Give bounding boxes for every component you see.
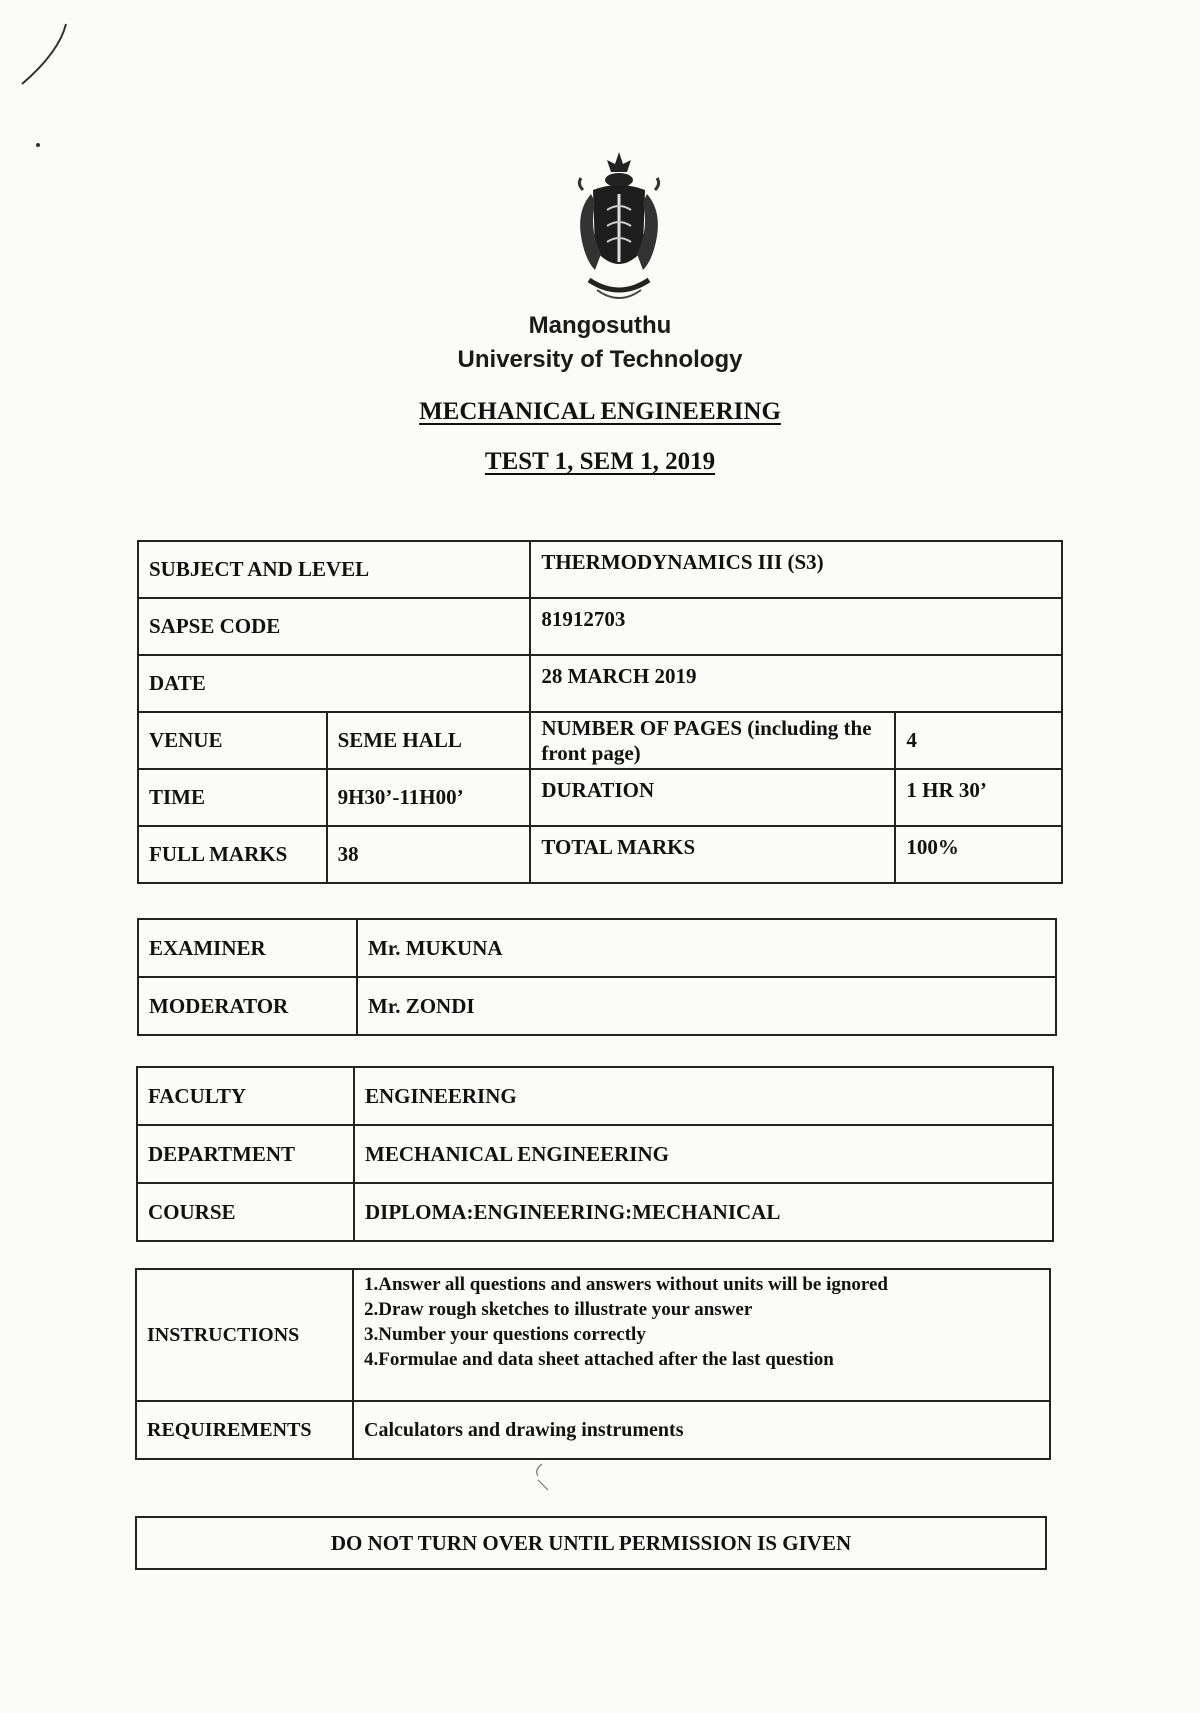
table-row [138, 598, 1062, 655]
table-row [137, 1067, 1053, 1125]
table-row [138, 826, 1062, 883]
department-label: DEPARTMENT [137, 1125, 354, 1183]
table-row [137, 1183, 1053, 1241]
sapse-code-label: SAPSE CODE [138, 598, 530, 655]
faculty-value: ENGINEERING [354, 1067, 1053, 1125]
instruction-item: 2.Draw rough sketches to illustrate your answer [364, 1299, 753, 1320]
course-value: DIPLOMA:ENGINEERING:MECHANICAL [354, 1183, 1053, 1241]
instruction-item: 4.Formulae and data sheet attached after the last question [364, 1349, 834, 1370]
instruction-item: 3.Number your questions correctly [364, 1324, 646, 1345]
pages-value: 4 [895, 712, 1062, 769]
instructions-table [135, 1268, 1051, 1460]
duration-label: DURATION [530, 769, 895, 826]
venue-label: VENUE [138, 712, 327, 769]
instruction-item: 1.Answer all questions and answers without units will be ignored [364, 1274, 889, 1295]
subject-value: THERMODYNAMICS III (S3) [530, 541, 1062, 598]
table-row [138, 919, 1056, 977]
instructions-list [353, 1269, 1050, 1401]
university-name-line1: Mangosuthu [528, 312, 672, 339]
table-row [136, 1269, 1050, 1401]
scan-dot [36, 143, 40, 147]
requirements-label: REQUIREMENTS [136, 1401, 353, 1459]
university-crest-logo [571, 150, 667, 310]
full-marks-label: FULL MARKS [138, 826, 327, 883]
sapse-code-value: 81912703 [530, 598, 1062, 655]
time-value: 9H30’-11H00’ [327, 769, 531, 826]
faculty-table [136, 1066, 1054, 1242]
pages-label: NUMBER OF PAGES (including the front page) [530, 712, 895, 769]
duration-value: 1 HR 30’ [895, 769, 1062, 826]
instructions-label: INSTRUCTIONS [136, 1269, 353, 1401]
table-row [137, 1125, 1053, 1183]
table-row [138, 541, 1062, 598]
examiner-label: EXAMINER [138, 919, 357, 977]
faculty-label: FACULTY [137, 1067, 354, 1125]
moderator-value: Mr. ZONDI [357, 977, 1056, 1035]
table-row [136, 1401, 1050, 1459]
subject-label: SUBJECT AND LEVEL [138, 541, 530, 598]
pen-mark [14, 20, 74, 90]
examiner-value: Mr. MUKUNA [357, 919, 1056, 977]
table-row [138, 977, 1056, 1035]
full-marks-value: 38 [327, 826, 531, 883]
staff-table [137, 918, 1057, 1036]
exam-details-table [137, 540, 1063, 884]
department-value: MECHANICAL ENGINEERING [354, 1125, 1053, 1183]
department-heading: MECHANICAL ENGINEERING [419, 398, 781, 425]
date-value: 28 MARCH 2019 [530, 655, 1062, 712]
test-heading: TEST 1, SEM 1, 2019 [484, 448, 716, 475]
university-name-line2: University of Technology [457, 346, 743, 373]
table-row [138, 655, 1062, 712]
date-label: DATE [138, 655, 530, 712]
time-label: TIME [138, 769, 327, 826]
table-row [138, 769, 1062, 826]
venue-value: SEME HALL [327, 712, 531, 769]
pencil-mark [532, 1462, 552, 1492]
total-marks-label: TOTAL MARKS [530, 826, 895, 883]
table-row [138, 712, 1062, 769]
requirements-value: Calculators and drawing instruments [353, 1401, 1050, 1459]
total-marks-value: 100% [895, 826, 1062, 883]
course-label: COURSE [137, 1183, 354, 1241]
do-not-turn-over-notice: DO NOT TURN OVER UNTIL PERMISSION IS GIVEN [135, 1516, 1047, 1570]
moderator-label: MODERATOR [138, 977, 357, 1035]
